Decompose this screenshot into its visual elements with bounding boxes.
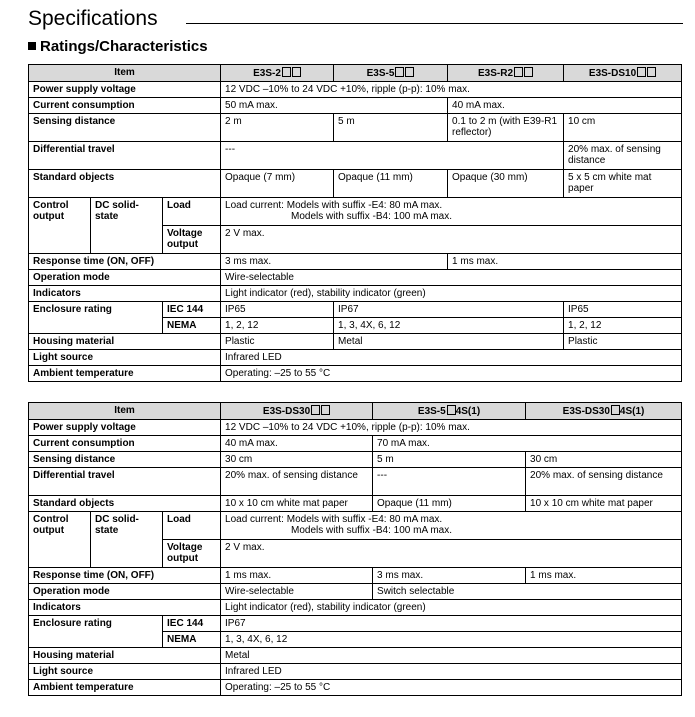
row-label: Light source [29,664,221,680]
cell-value: 30 cm [221,452,373,468]
cell-value: IP65 [564,302,682,318]
table-row [29,170,682,198]
row-sublabel: IEC 144 [163,616,221,632]
row-label: Indicators [29,600,221,616]
table-row [29,436,682,452]
row-sublabel: IEC 144 [163,302,221,318]
cell-value: --- [373,468,526,496]
cell-value: 12 VDC –10% to 24 VDC +10%, ripple (p-p): 10% max. [221,82,682,98]
table-row [29,286,682,302]
square-bullet-icon [28,42,36,50]
row-label: Control output [29,512,91,568]
cell-value: Operating: –25 to 55 °C [221,366,682,382]
cell-value: 70 mA max. [373,436,682,452]
placeholder-box-icon [292,67,301,77]
header-item: Item [29,65,221,82]
table-row [29,420,682,436]
table-row [29,512,682,540]
cell-value: 20% max. of sensing distance [564,142,682,170]
cell-value: Plastic [221,334,334,350]
table-row [29,142,682,170]
cell-value: 2 m [221,114,334,142]
section-heading [28,37,208,57]
row-sublabel: NEMA [163,632,221,648]
row-label: Current consumption [29,98,221,114]
title-row [28,6,683,32]
placeholder-box-icon [637,67,646,77]
load-line-2: Models with suffix -B4: 100 mA max. [291,211,453,222]
row-label: Power supply voltage [29,420,221,436]
row-label: Current consumption [29,436,221,452]
cell-value: Operating: –25 to 55 °C [221,680,682,696]
cell-value: Metal [334,334,564,350]
placeholder-box-icon [514,67,523,77]
row-label: Light source [29,350,221,366]
cell-value: 40 mA max. [448,98,682,114]
cell-value: Opaque (11 mm) [373,496,526,512]
cell-value: 1, 3, 4X, 6, 12 [334,318,564,334]
row-label: Sensing distance [29,114,221,142]
table-row [29,198,682,226]
row-sublabel: DC solid-state [91,512,163,568]
cell-value: 5 x 5 cm white mat paper [564,170,682,198]
cell-value: 0.1 to 2 m (with E39-R1 reflector) [448,114,564,142]
placeholder-box-icon [447,405,456,415]
cell-value: 1 ms max. [526,568,682,584]
header-model: E3S-2 [221,65,334,82]
table-row [29,334,682,350]
cell-value [221,198,682,226]
load-line-1: Load current: Models with suffix -E4: 80 mA max. [225,200,443,211]
row-label: Power supply voltage [29,82,221,98]
section-heading-text: Ratings/Characteristics [40,38,208,55]
row-label: Enclosure rating [29,302,163,334]
row-label: Standard objects [29,496,221,512]
table-row [29,468,682,496]
table-row [29,496,682,512]
row-label: Ambient temperature [29,366,221,382]
row-label: Standard objects [29,170,221,198]
table-row [29,114,682,142]
row-label: Ambient temperature [29,680,221,696]
cell-value: Opaque (11 mm) [334,170,448,198]
table-row [29,270,682,286]
row-label: Response time (ON, OFF) [29,568,221,584]
header-model: E3S-DS30 4S(1) [526,403,682,420]
cell-value: IP67 [334,302,564,318]
cell-value: 10 x 10 cm white mat paper [526,496,682,512]
load-line-1: Load current: Models with suffix -E4: 80 mA max. [225,514,443,525]
cell-value: Switch selectable [373,584,682,600]
cell-value: Wire-selectable [221,584,373,600]
table-row [29,366,682,382]
table-row [29,600,682,616]
placeholder-box-icon [647,67,656,77]
table-row [29,584,682,600]
row-label: Indicators [29,286,221,302]
cell-value: 20% max. of sensing distance [221,468,373,496]
row-label: Control output [29,198,91,254]
cell-value: 1 ms max. [221,568,373,584]
placeholder-box-icon [611,405,620,415]
row-label: Sensing distance [29,452,221,468]
cell-value: Infrared LED [221,350,682,366]
header-model: E3S-DS10 [564,65,682,82]
header-model: E3S-5 4S(1) [373,403,526,420]
cell-value: 2 V max. [221,540,682,568]
cell-value: IP65 [221,302,334,318]
placeholder-box-icon [321,405,330,415]
page-title: Specifications [28,7,158,30]
row-label: Enclosure rating [29,616,163,648]
placeholder-box-icon [311,405,320,415]
row-sublabel: Voltage output [163,540,221,568]
cell-value: Metal [221,648,682,664]
table-row [29,82,682,98]
table-row [29,664,682,680]
table-header-row [29,65,682,82]
row-label: Differential travel [29,468,221,496]
table-row [29,616,682,632]
row-label: Differential travel [29,142,221,170]
cell-value: 50 mA max. [221,98,448,114]
header-model: E3S-5 [334,65,448,82]
load-line-2: Models with suffix -B4: 100 mA max. [291,525,453,536]
header-model: E3S-DS30 [221,403,373,420]
placeholder-box-icon [395,67,404,77]
cell-value: Opaque (30 mm) [448,170,564,198]
cell-value: IP67 [221,616,682,632]
row-sublabel: Voltage output [163,226,221,254]
cell-value: 3 ms max. [373,568,526,584]
header-item: Item [29,403,221,420]
table-row [29,452,682,468]
cell-value: 30 cm [526,452,682,468]
row-sublabel: DC solid-state [91,198,163,254]
cell-value: 12 VDC –10% to 24 VDC +10%, ripple (p-p): 10% max. [221,420,682,436]
placeholder-box-icon [282,67,291,77]
cell-value: 1, 2, 12 [564,318,682,334]
row-label: Operation mode [29,270,221,286]
table-row [29,98,682,114]
cell-value: Opaque (7 mm) [221,170,334,198]
cell-value: 1, 3, 4X, 6, 12 [221,632,682,648]
header-model: E3S-R2 [448,65,564,82]
cell-value: 5 m [334,114,448,142]
table-row [29,350,682,366]
table-row [29,680,682,696]
placeholder-box-icon [405,67,414,77]
table-header-row [29,403,682,420]
table-row [29,254,682,270]
cell-value: Light indicator (red), stability indicator (green) [221,600,682,616]
table-row [29,302,682,318]
row-sublabel: Load [163,512,221,540]
cell-value: --- [221,142,564,170]
row-label: Response time (ON, OFF) [29,254,221,270]
placeholder-box-icon [524,67,533,77]
table-row [29,568,682,584]
cell-value: 3 ms max. [221,254,448,270]
cell-value: Wire-selectable [221,270,682,286]
ratings-table-1 [28,64,682,382]
cell-value: Infrared LED [221,664,682,680]
cell-value: 10 cm [564,114,682,142]
ratings-table-2 [28,402,682,696]
row-label: Housing material [29,648,221,664]
title-rule [186,23,683,24]
table-row [29,648,682,664]
cell-value: 1 ms max. [448,254,682,270]
row-sublabel: NEMA [163,318,221,334]
cell-value: Light indicator (red), stability indicator (green) [221,286,682,302]
row-sublabel: Load [163,198,221,226]
cell-value: 20% max. of sensing distance [526,468,682,496]
cell-value: 40 mA max. [221,436,373,452]
cell-value: 10 x 10 cm white mat paper [221,496,373,512]
row-label: Housing material [29,334,221,350]
row-label: Operation mode [29,584,221,600]
cell-value [221,512,682,540]
cell-value: 5 m [373,452,526,468]
cell-value: 1, 2, 12 [221,318,334,334]
cell-value: Plastic [564,334,682,350]
cell-value: 2 V max. [221,226,682,254]
